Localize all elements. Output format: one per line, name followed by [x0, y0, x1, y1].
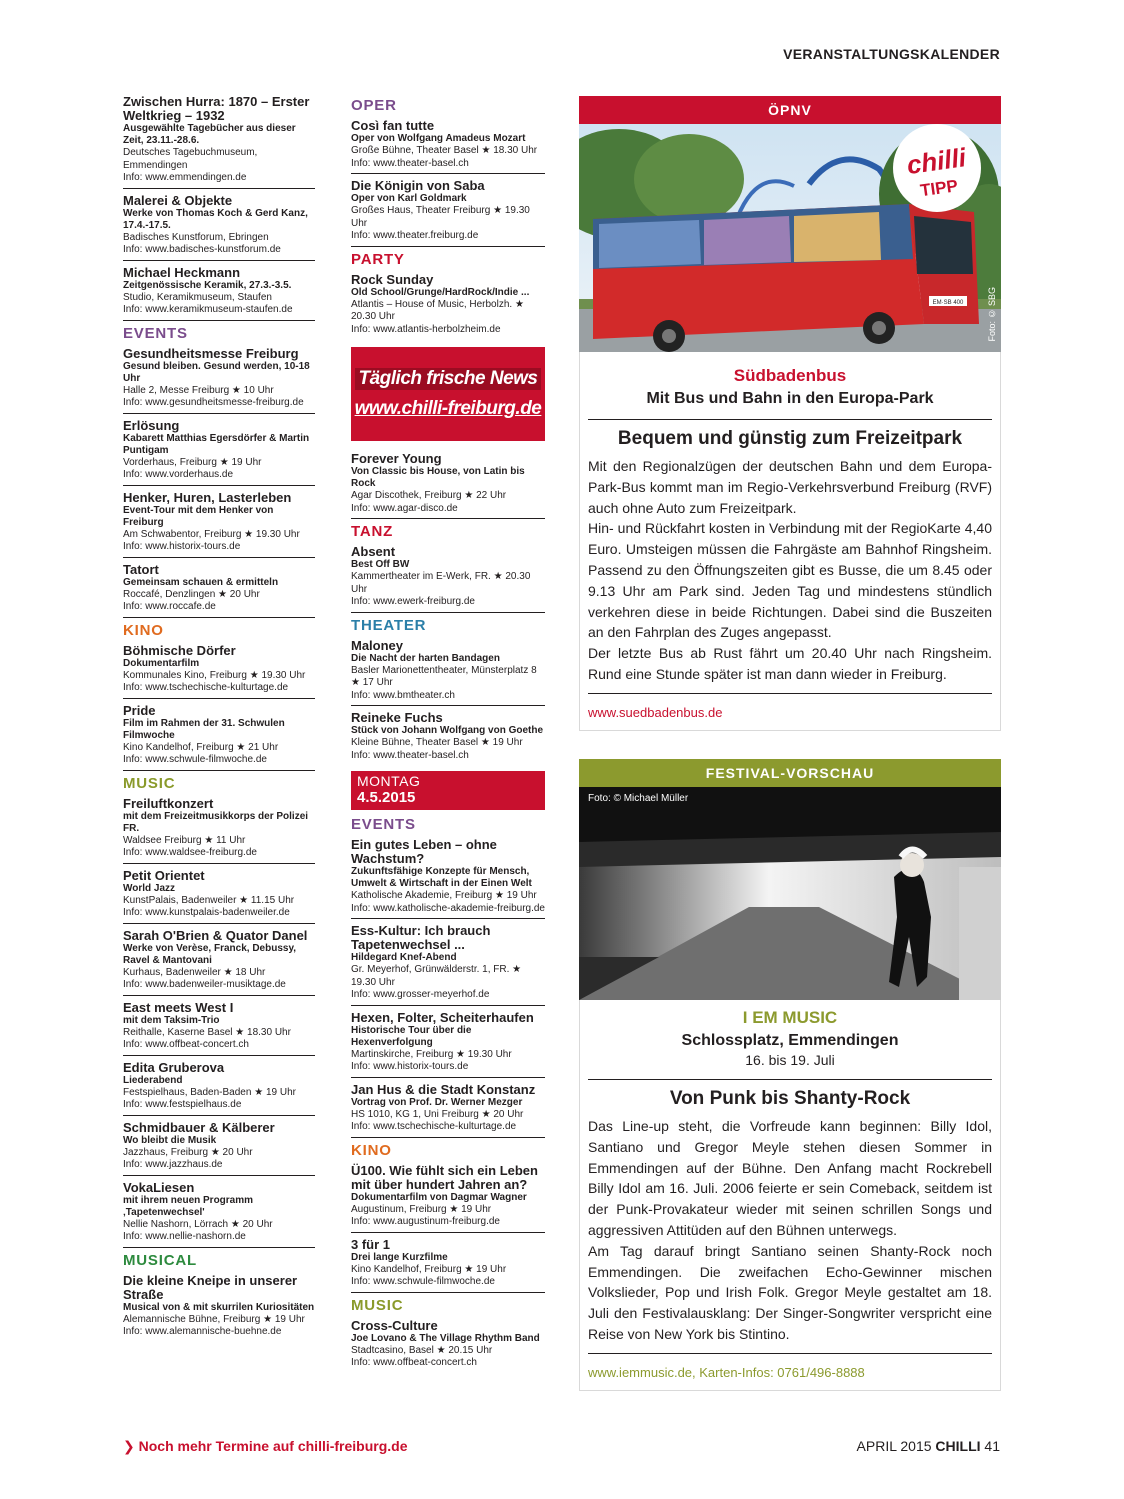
festival-feature-box	[579, 759, 1001, 1391]
entry-venue: HS 1010, KG 1, Uni Freiburg ★ 20 Uhr	[351, 1108, 524, 1120]
entry-info[interactable]: Info: www.offbeat-concert.ch	[351, 1357, 477, 1368]
entry-title: Reineke Fuchs	[351, 710, 443, 725]
entry-info[interactable]: Info: www.badisches-kunstforum.de	[123, 244, 281, 255]
category-party: PARTY	[351, 250, 405, 268]
entry-venue: Großes Haus, Theater Freiburg ★ 19.30 Uhr	[351, 205, 530, 229]
entry-subtitle: Kabarett Matthias Egersdörfer & Martin Puntigam	[123, 432, 310, 456]
entry-info[interactable]: Info: www.waldsee-freiburg.de	[123, 847, 257, 858]
calendar-entry	[351, 1163, 545, 1233]
festival-subtitle: I EM MUSIC	[742, 1008, 838, 1027]
category-music-2: MUSIC	[351, 1296, 404, 1314]
entry-info[interactable]: Info: www.tschechische-kulturtage.de	[123, 682, 289, 693]
entry-info[interactable]: Info: www.agar-disco.de	[351, 502, 458, 514]
entry-title: Die kleine Kneipe in unserer Straße	[123, 1272, 298, 1302]
chilli-news-ad[interactable]	[351, 347, 545, 441]
ad-headline: Täglich frische News	[355, 368, 540, 390]
calendar-entry	[351, 923, 545, 1006]
entry-title: Freiluftkonzert	[123, 795, 214, 811]
entry-venue: Gr. Meyerhof, Grünwälderstr. 1, FR. ★ 19.30 Uhr	[351, 964, 522, 988]
entry-title: Michael Heckmann	[123, 264, 241, 280]
badge-chilli-text: chilli	[904, 142, 968, 181]
calendar-entry	[351, 837, 545, 919]
entry-title: Cross-Culture	[351, 1317, 438, 1333]
calendar-entry	[123, 94, 315, 189]
calendar-entry	[351, 1318, 545, 1373]
calendar-entry	[123, 703, 315, 771]
date-weekday: MONTAG	[357, 773, 421, 789]
entry-venue: Augustinum, Freiburg ★ 19 Uhr	[351, 1203, 492, 1215]
entry-info[interactable]: Info: www.vorderhaus.de	[123, 469, 234, 480]
entry-subtitle: Gemeinsam schauen & ermitteln	[123, 576, 279, 588]
entry-title: Sarah O'Brien & Quator Danel	[123, 927, 308, 943]
entry-title: Schmidbauer & Kälberer	[123, 1119, 275, 1135]
oepnv-body	[579, 352, 1001, 731]
entry-title: Petit Orientet	[123, 867, 205, 883]
entry-info[interactable]: Info: www.offbeat-concert.ch	[123, 1039, 249, 1050]
entry-title: 3 für 1	[351, 1236, 391, 1252]
section-header: VERANSTALTUNGSKALENDER	[783, 46, 1000, 62]
entry-subtitle: mit dem Freizeitmusikkorps der Polizei FR.	[123, 810, 309, 834]
festival-bar: FESTIVAL-VORSCHAU	[579, 759, 1001, 787]
entry-info[interactable]: Info: www.bmtheater.ch	[351, 689, 455, 701]
entry-title: Ein gutes Leben – ohne Wachstum?	[351, 837, 497, 866]
divider	[588, 1079, 992, 1080]
entry-title: Zwischen Hurra: 1870 – Erster Weltkrieg – 1932	[123, 94, 310, 123]
entry-subtitle: Oper von Wolfgang Amadeus Mozart	[351, 133, 526, 144]
entry-info[interactable]: Info: www.alemannische-buehne.de	[123, 1326, 282, 1337]
entry-venue: Agar Discothek, Freiburg ★ 22 Uhr	[351, 490, 507, 501]
category-music: MUSIC	[123, 774, 176, 792]
entry-info[interactable]: Info: www.historix-tours.de	[351, 1061, 469, 1072]
oepnv-subtitle-2: Mit Bus und Bahn in den Europa-Park	[646, 390, 934, 407]
entry-title: Henker, Huren, Lasterleben	[123, 489, 292, 505]
page-number: 41	[984, 1438, 1000, 1454]
entry-subtitle: Drei lange Kurzfilme	[351, 1251, 448, 1263]
entry-subtitle: Gesund bleiben. Gesund werden, 10-18 Uhr	[123, 360, 310, 384]
entry-title: Die Königin von Saba	[351, 178, 485, 193]
oepnv-body-text: Mit den Regionalzügen der deutschen Bahn und dem Europa-Park-Bus kommt man im Regio-Verkehrsverbund Freiburg (RVF) auch ohne Auto zum Freizeitpark. Hin- und Rückfahrt kosten in Verbindung mit der RegioKarte 4,40 Euro. Umsteigen müssen die Fahrgäste am Bahnhof Ringsheim. Passend zu den Öffnungszeiten gibt es Busse, die um 8.45 oder 9.13 Uhr am Park sind. Jeden Tag und mindestens stündlich verkehren diese in beide Richtungen. Dabei sind die Buszeiten an den Fahrplan des Zuges angepasst. Der letzte Bus ab Rust fährt um 20.40 Uhr nach Ringsheim. Rund eine Stunde später ist man dann wieder in Freiburg.	[588, 458, 992, 682]
calendar-entry	[123, 562, 315, 618]
entry-venue: Stadtcasino, Basel ★ 20.15 Uhr	[351, 1344, 493, 1356]
festival-headline: Von Punk bis Shanty-Rock	[669, 1088, 911, 1109]
entry-subtitle: Wo bleibt die Musik	[123, 1134, 217, 1146]
festival-link[interactable]: www.iemmusic.de, Karten-Infos: 0761/496-8888	[588, 1364, 865, 1380]
entry-title: Maloney	[351, 637, 404, 653]
festival-body-text: Das Line-up steht, die Vorfreude kann beginnen: Billy Idol, Santiano und Gregor Meyle stehen diesen Sommer in Emmendingen auf der Bühne. Den Anfang macht Rockrebell Billy Idol am 16. Juli. 2006 feierte er sein Comeback, seitdem ist der Punk-Provakateur wieder mit seinen schrillen Songs und aggressiven Attitüden auf den Bühnen unterwegs. Am Tag darauf bringt Santiano seinen Shanty-Rock noch Emmendingen. Die zweifachen Echo-Gewinner mischen Volkslieder, Pop und Irish Folk. Gregor Meyle gestaltet am 18. Juli den Festivalausklang: Der Singer-Songwriter verspricht eine Reise von New York bis Stintino.	[588, 1118, 992, 1342]
ad-url[interactable]: www.chilli-freiburg.de	[354, 398, 542, 419]
entry-venue: Kino Kandelhof, Freiburg ★ 21 Uhr	[123, 741, 279, 753]
photo-credit: Foto: © SBG	[987, 287, 997, 342]
entry-venue: Kino Kandelhof, Freiburg ★ 19 Uhr	[351, 1263, 507, 1275]
entry-subtitle: Zukunftsfähige Konzepte für Mensch, Umwelt & Wirtschaft in der Einen Welt	[351, 866, 532, 889]
page-footer	[857, 1438, 1000, 1454]
entry-venue: Jazzhaus, Freiburg ★ 20 Uhr	[123, 1146, 253, 1158]
entry-info[interactable]: Info: www.festspielhaus.de	[123, 1099, 242, 1110]
issue-date: APRIL 2015	[856, 1438, 932, 1454]
entry-title: East meets West I	[123, 999, 234, 1015]
entry-subtitle: Dokumentarfilm	[123, 657, 200, 669]
entry-subtitle: Hildegard Knef-Abend	[351, 952, 457, 963]
category-kino-2: KINO	[351, 1141, 392, 1159]
entry-venue: Große Bühne, Theater Basel ★ 18.30 Uhr	[351, 145, 538, 156]
festival-location: Schlossplatz, Emmendingen	[681, 1032, 899, 1049]
entry-subtitle: Oper von Karl Goldmark	[351, 193, 467, 204]
entry-info[interactable]: Info: www.augustinum-freiburg.de	[351, 1216, 500, 1227]
category-events: EVENTS	[123, 324, 188, 342]
calendar-entry	[123, 418, 315, 486]
concert-photo-illustration	[579, 787, 1001, 1000]
calendar-entry	[123, 1060, 315, 1116]
entry-title: Forever Young	[351, 451, 442, 466]
entry-subtitle: Zeitgenössische Keramik, 27.3.-3.5.	[123, 279, 292, 291]
entry-info[interactable]: Info: www.emmendingen.de	[123, 172, 247, 183]
calendar-entry	[351, 1237, 545, 1293]
entry-subtitle: mit ihrem neuen Programm ‚Tapetenwechsel'	[123, 1194, 254, 1218]
entry-venue: Kurhaus, Badenweiler ★ 18 Uhr	[123, 966, 266, 978]
entry-info[interactable]: Info: www.historix-tours.de	[123, 541, 241, 552]
entry-subtitle: Liederabend	[123, 1074, 183, 1086]
entry-venue: Reithalle, Kaserne Basel ★ 18.30 Uhr	[123, 1026, 291, 1038]
calendar-entry	[123, 265, 315, 321]
entry-venue: Waldsee Freiburg ★ 11 Uhr	[123, 834, 246, 846]
entry-venue: Roccafé, Denzlingen ★ 20 Uhr	[123, 588, 260, 600]
entry-title: Böhmische Dörfer	[123, 642, 236, 658]
entry-title: Rock Sunday	[351, 271, 434, 287]
entry-subtitle: Film im Rahmen der 31. Schwulen Filmwoche	[123, 717, 285, 741]
entry-subtitle: World Jazz	[123, 882, 176, 894]
festival-body	[579, 1000, 1001, 1391]
chilli-tipp-badge	[889, 124, 985, 214]
entry-title: Gesundheitsmesse Freiburg	[123, 345, 299, 361]
calendar-entry	[123, 1000, 315, 1056]
entry-venue: Deutsches Tagebuchmuseum, Emmendingen	[123, 147, 258, 171]
entry-title: Absent	[351, 544, 396, 559]
entry-subtitle: Die Nacht der harten Bandagen	[351, 652, 500, 664]
calendar-entry	[351, 178, 545, 247]
calendar-column-2	[351, 94, 545, 1377]
festival-photo	[579, 787, 1001, 1000]
entry-title: Jan Hus & die Stadt Konstanz	[351, 1081, 536, 1097]
magazine-name: CHILLI	[935, 1438, 981, 1454]
entry-info[interactable]: Info: www.theater.freiburg.de	[351, 230, 479, 241]
calendar-entry	[123, 193, 315, 261]
oepnv-link[interactable]: www.suedbadenbus.de	[588, 704, 723, 720]
divider	[588, 419, 992, 420]
divider	[588, 1353, 992, 1354]
entry-venue: Kommunales Kino, Freiburg ★ 19.30 Uhr	[123, 669, 306, 681]
entry-info[interactable]: Info: www.grosser-meyerhof.de	[351, 989, 490, 1000]
entry-info[interactable]: Info: www.theater-basel.ch	[351, 157, 469, 169]
festival-dates: 16. bis 19. Juli	[745, 1052, 835, 1068]
entry-title: Ü100. Wie fühlt sich ein Leben mit über hundert Jahren an?	[351, 1162, 538, 1192]
calendar-entry	[123, 868, 315, 924]
entry-venue: Atlantis – House of Music, Herbolzh. ★ 20.30 Uhr	[351, 298, 524, 322]
entry-venue: Alemannische Bühne, Freiburg ★ 19 Uhr	[123, 1313, 305, 1325]
entry-venue: Vorderhaus, Freiburg ★ 19 Uhr	[123, 456, 262, 468]
entry-venue: Badisches Kunstforum, Ebringen	[123, 231, 269, 243]
entry-subtitle: Werke von Verèse, Franck, Debussy, Ravel & Mantovani	[123, 942, 297, 966]
calendar-entry	[351, 451, 545, 519]
calendar-entry	[351, 638, 545, 707]
entry-venue: Katholische Akademie, Freiburg ★ 19 Uhr	[351, 890, 537, 901]
entry-subtitle: Vortrag von Prof. Dr. Werner Mezger	[351, 1096, 523, 1108]
entry-info[interactable]: Info: www.katholische-akademie-freiburg.de	[351, 902, 545, 914]
entry-info[interactable]: Info: www.jazzhaus.de	[123, 1159, 223, 1170]
calendar-entry	[123, 346, 315, 414]
calendar-entry	[123, 1180, 315, 1248]
calendar-entry	[123, 796, 315, 864]
entry-subtitle: Werke von Thomas Koch & Gerd Kanz, 17.4.-17.5.	[123, 207, 308, 231]
entry-venue: Festspielhaus, Baden-Baden ★ 19 Uhr	[123, 1086, 296, 1098]
calendar-entry	[351, 1082, 545, 1138]
entry-info[interactable]: Info: www.nellie-nashorn.de	[123, 1231, 246, 1242]
date-value: 4.5.2015	[357, 789, 416, 806]
entry-venue: Martinskirche, Freiburg ★ 19.30 Uhr	[351, 1048, 512, 1060]
entry-subtitle: Stück von Johann Wolfgang von Goethe	[351, 725, 544, 736]
entry-venue: Kammertheater im E-Werk, FR. ★ 20.30 Uhr	[351, 571, 531, 595]
oepnv-headline: Bequem und günstig zum Freizeitpark	[617, 428, 963, 449]
chevron-right-icon: ❯	[123, 1438, 135, 1454]
entry-info[interactable]: Info: www.tschechische-kulturtage.de	[351, 1121, 517, 1132]
entry-info[interactable]: Info: www.kunstpalais-badenweiler.de	[123, 907, 290, 918]
entry-subtitle: Musical von & mit skurrilen Kuriositäten	[123, 1301, 315, 1313]
entry-subtitle: Von Classic bis House, von Latin bis Rock	[351, 466, 525, 489]
more-dates-link[interactable]	[123, 1438, 408, 1455]
entry-info[interactable]: Info: www.badenweiler-musiktage.de	[123, 979, 286, 990]
calendar-entry	[351, 272, 545, 340]
badge-tipp-text: TIPP	[919, 176, 960, 201]
calendar-entry	[351, 118, 545, 174]
entry-venue: Kleine Bühne, Theater Basel ★ 19 Uhr	[351, 737, 523, 748]
entry-venue: Nellie Nashorn, Lörrach ★ 20 Uhr	[123, 1218, 273, 1230]
calendar-entry	[351, 544, 545, 613]
category-theater: THEATER	[351, 616, 427, 634]
category-musical: MUSICAL	[123, 1251, 197, 1269]
more-dates-text: Noch mehr Termine auf chilli-freiburg.de	[138, 1438, 408, 1454]
category-tanz: TANZ	[351, 523, 394, 540]
entry-subtitle: Ausgewählte Tagebücher aus dieser Zeit, 23.11.-28.6.	[123, 123, 296, 146]
entry-title: Malerei & Objekte	[123, 192, 233, 208]
calendar-column-1	[123, 94, 315, 1346]
entry-title: VokaLiesen	[123, 1179, 195, 1195]
calendar-entry	[123, 928, 315, 996]
entry-venue: Basler Marionettentheater, Münsterplatz 8 ★ 17 Uhr	[351, 664, 537, 688]
divider	[588, 693, 992, 694]
entry-title: Così fan tutte	[351, 118, 435, 133]
entry-subtitle: Dokumentarfilm von Dagmar Wagner	[351, 1191, 527, 1203]
entry-title: Ess-Kultur: Ich brauch Tapetenwechsel ...	[351, 923, 491, 952]
entry-title: Tatort	[123, 561, 159, 577]
entry-info[interactable]: Info: www.atlantis-herbolzheim.de	[351, 323, 501, 335]
entry-info[interactable]: Info: www.schwule-filmwoche.de	[351, 1276, 495, 1287]
entry-info[interactable]: Info: www.keramikmuseum-staufen.de	[123, 304, 293, 315]
oepnv-subtitle: Südbadenbus	[733, 366, 847, 385]
entry-venue: Studio, Keramikmuseum, Staufen	[123, 291, 272, 303]
category-kino: KINO	[123, 621, 164, 639]
calendar-entry	[123, 1273, 315, 1342]
entry-subtitle: Best Off BW	[351, 559, 410, 570]
calendar-entry	[351, 710, 545, 765]
entry-info[interactable]: Info: www.roccafe.de	[123, 601, 216, 612]
oepnv-bar: ÖPNV	[579, 96, 1001, 124]
entry-subtitle: Joe Lovano & The Village Rhythm Band	[351, 1332, 540, 1344]
entry-info[interactable]: Info: www.gesundheitsmesse-freiburg.de	[123, 397, 304, 408]
calendar-entry	[351, 1010, 545, 1078]
entry-subtitle: Old School/Grunge/HardRock/Indie ...	[351, 286, 530, 298]
date-box	[351, 771, 545, 810]
entry-subtitle: mit dem Taksim-Trio	[123, 1014, 220, 1026]
entry-info[interactable]: Info: www.ewerk-freiburg.de	[351, 596, 475, 607]
entry-title: Hexen, Folter, Scheiterhaufen	[351, 1009, 534, 1025]
oepnv-feature-box	[579, 96, 1001, 731]
bus-plate-text: EM·SB 400	[932, 300, 964, 306]
entry-venue: KunstPalais, Badenweiler ★ 11.15 Uhr	[123, 894, 295, 906]
entry-venue: Am Schwabentor, Freiburg ★ 19.30 Uhr	[123, 528, 300, 540]
entry-info[interactable]: Info: www.theater-basel.ch	[351, 749, 469, 761]
calendar-entry	[123, 1120, 315, 1176]
photo-credit: Foto: © Michael Müller	[588, 793, 689, 804]
calendar-entry	[123, 643, 315, 699]
entry-title: Erlösung	[123, 417, 180, 433]
category-oper: OPER	[351, 97, 397, 114]
category-events-2: EVENTS	[351, 816, 416, 833]
calendar-entry	[123, 490, 315, 558]
entry-title: Edita Gruberova	[123, 1059, 225, 1075]
entry-venue: Halle 2, Messe Freiburg ★ 10 Uhr	[123, 384, 274, 396]
entry-info[interactable]: Info: www.schwule-filmwoche.de	[123, 754, 267, 765]
entry-title: Pride	[123, 702, 156, 718]
entry-subtitle: Historische Tour über die Hexenverfolgung	[351, 1024, 472, 1048]
bus-photo	[579, 124, 1001, 352]
entry-subtitle: Event-Tour mit dem Henker von Freiburg	[123, 504, 274, 528]
